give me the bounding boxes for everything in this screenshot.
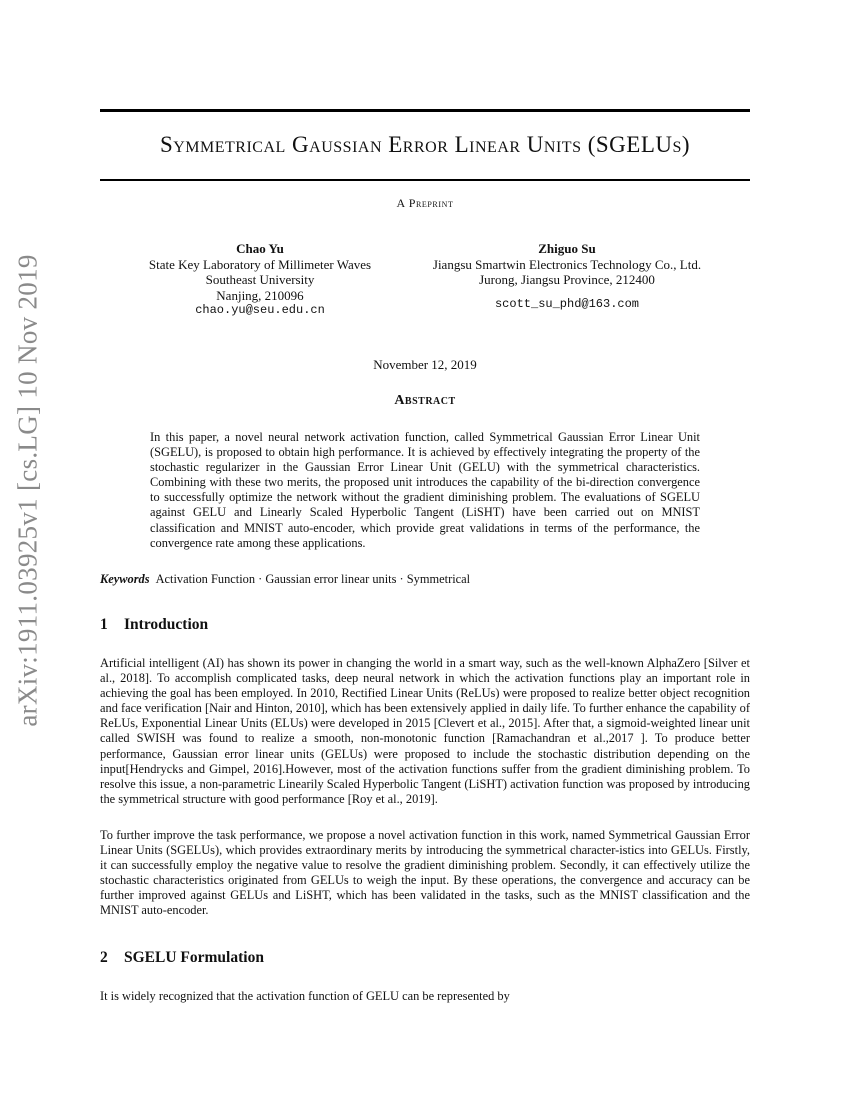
section-number: 2 — [100, 949, 108, 966]
author-affiliation-line: Southeast University — [205, 272, 315, 287]
body-paragraph: To further improve the task performance, we propose a novel activation function in this work, named Symmetrical Gaussian Error Linear Units (SGELUs), which provides extraordinary merits by introducing the symmetrical character-istics into GELUs. Firstly, it can successfully employ the negative value to resolve the gradient diminishing problem. Secondly, it can effectively utilize the stochastic characteristics originated from GELUs to weigh the input. By these operations, the convergence and accuracy can be further improved against GELUs and LiSHT, which has been validated in the tasks, such as the MNIST classification and the MNIST auto-encoder. — [100, 828, 750, 918]
author-affiliation-line: State Key Laboratory of Millimeter Waves — [148, 256, 372, 272]
section-heading-introduction — [100, 616, 208, 634]
author-email[interactable]: chao.yu@seu.edu.cn — [195, 303, 325, 317]
title-bottom-rule — [100, 179, 750, 181]
keywords-line — [100, 572, 750, 587]
author-name: Zhiguo Su — [538, 241, 596, 256]
section-title: SGELU Formulation — [124, 949, 264, 966]
keywords-label: Keywords — [100, 572, 150, 586]
preprint-label: A Preprint — [396, 196, 454, 210]
author-block-2 — [410, 241, 724, 312]
body-paragraph: It is widely recognized that the activation function of GELU can be represented by — [100, 989, 510, 1003]
keywords-list: Activation Function · Gaussian error linear units · Symmetrical — [155, 572, 471, 586]
title-top-rule — [100, 109, 750, 112]
abstract-heading: Abstract — [394, 393, 456, 408]
author-affiliation-line: Jiangsu Smartwin Electronics Technology Co., Ltd. — [432, 256, 702, 272]
author-affiliation-line: Nanjing, 210096 — [216, 287, 304, 303]
arxiv-id-text: arXiv:1911.03925v1 [cs.LG] 10 Nov 2019 — [12, 253, 43, 727]
section-heading-sgelu-formulation — [100, 949, 264, 967]
author-block-1 — [130, 241, 390, 319]
abstract-text: In this paper, a novel neural network activation function, called Symmetrical Gaussian Error Linear Unit (SGELU), is proposed to obtain high performance. It is achieved by effectively integrating the property of the stochastic regularizer in the Gaussian Error Linear Unit (GELU) with the symmetrical characteristics. Combining with these two merits, the proposed unit introduces the capability of the bi-direction convergence to successfully optimize the network without the gradient diminishing problem. The evaluations of SGELU against GELU and Linearly Scaled Hyperbolic Tangent (LiSHT) have been carried out on MNIST classification and MNIST auto-encoder, which provide great validations in terms of the performance, the convergence rate among these applications. — [150, 430, 700, 550]
author-email[interactable]: scott_su_phd@163.com — [494, 296, 640, 311]
arxiv-identifier-sidebar — [8, 253, 48, 727]
section-title: Introduction — [124, 616, 209, 633]
section-number: 1 — [100, 616, 108, 633]
publication-date: November 12, 2019 — [373, 357, 477, 372]
author-name: Chao Yu — [236, 241, 284, 256]
paper-title: Symmetrical Gaussian Error Linear Units (SGELUs) — [159, 132, 691, 157]
author-affiliation-line: Jurong, Jiangsu Province, 212400 — [479, 272, 655, 287]
body-paragraph: Artificial intelligent (AI) has shown its power in changing the world in a smart way, such as the well-known AlphaZero [Silver et al., 2018]. To accomplish complicated tasks, deep neural network in which the activation functions play an important role in achieving the goal has been employed. In 2010, Rectified Linear Units (ReLUs) were proposed to realize better object recognition and face verification [Nair and Hinton, 2010], which has been extensively applied in daily life. To further enhance the capability of ReLUs, Exponential Linear Units (ELUs) were developed in 2015 [Clevert et al., 2015]. After that, a sigmoid-weighted linear unit called SWISH was found to realize a smooth, non-monotonic function [Ramachandran et al.,2017 ]. To produce better performance, Gaussian error linear units (GELUs) were proposed to include the stochastic distribution depending on the input[Hendrycks and Gimpel, 2016].However, most of the activation functions suffer from the gradient diminishing problem. To resolve this issue, a non-parametric Linearily Scaled Hyperbolic Tangent (LiSHT) activation function was proposed by introducing the symmetrical structure with good performance [Roy et al., 2019]. — [100, 656, 750, 806]
